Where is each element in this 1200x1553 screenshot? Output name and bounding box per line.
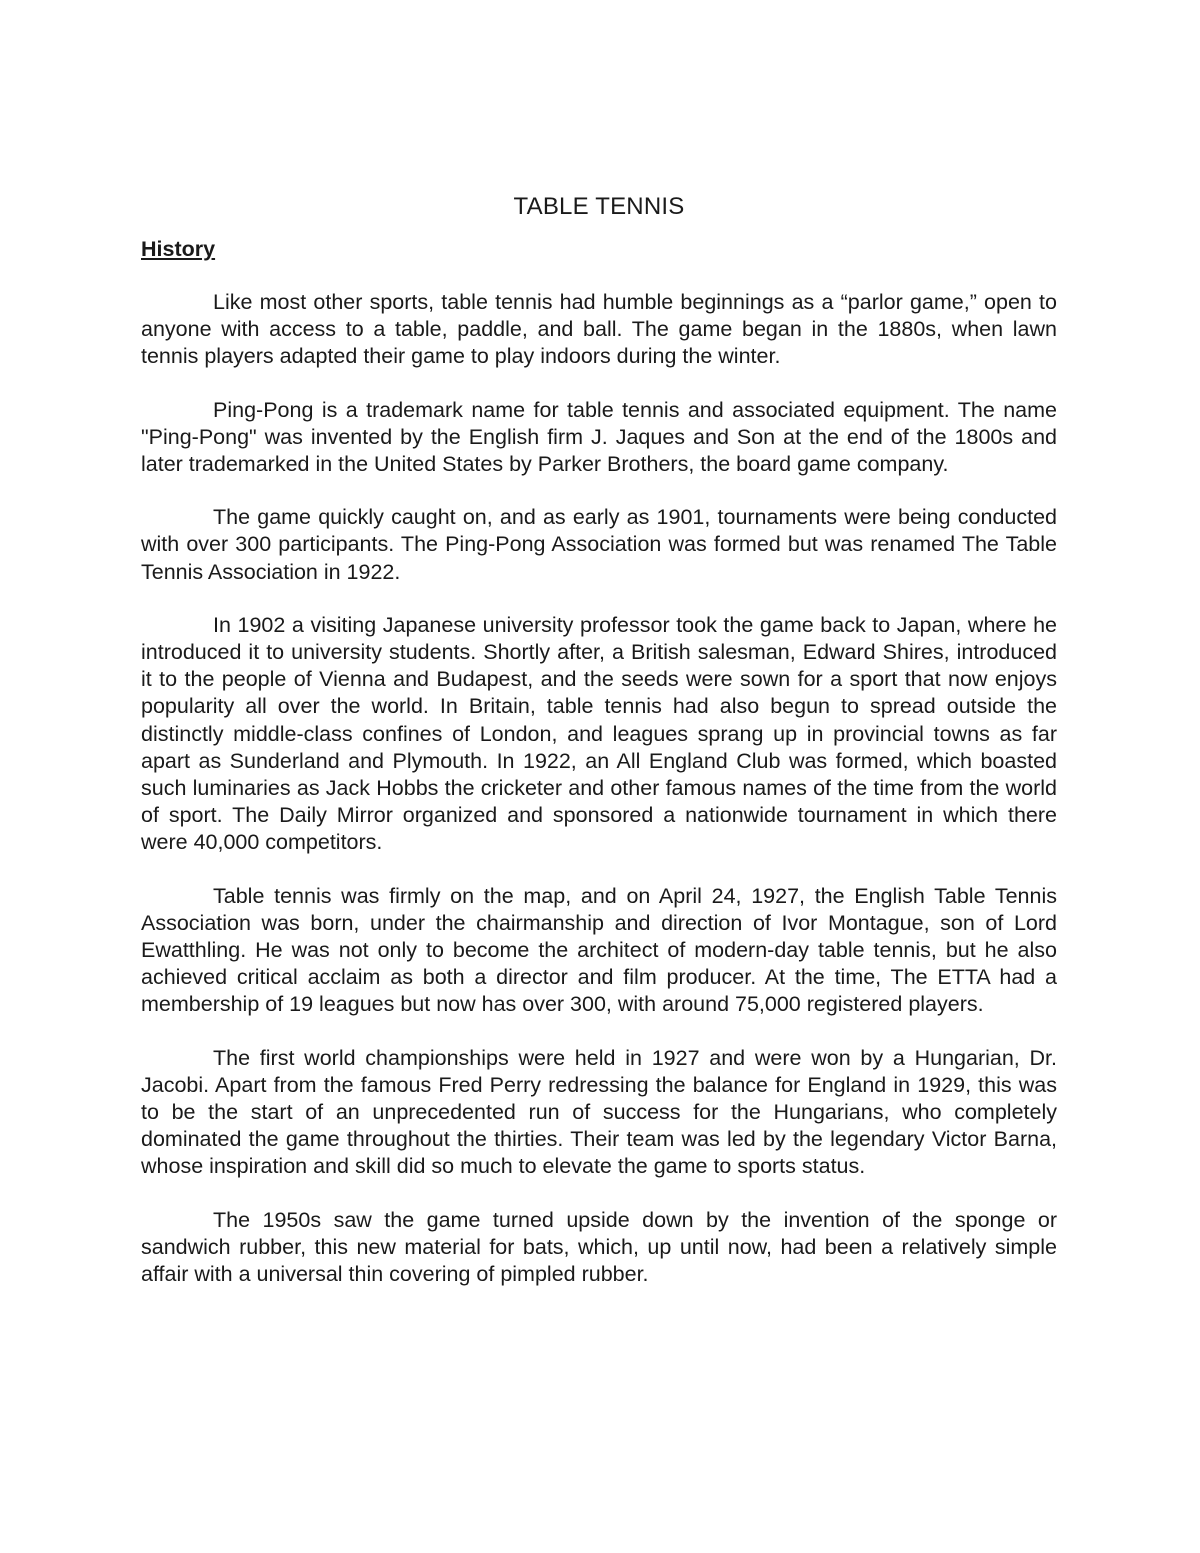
document-body bbox=[141, 188, 1057, 1314]
document-title: TABLE TENNIS bbox=[513, 193, 685, 220]
paragraph-6: The first world championships were held in 1927 and were won by a Hungarian, Dr. Jacobi. Apart from the famous Fred Perry redressing the balance for England in 1929, this was to be the start of an unprecedented run of success for the Hungarians, who completely dominated the game throughout the thirties. Their team was led by the legendary Victor Barna, whose inspiration and skill did so much to elevate the game to sports status. bbox=[141, 1045, 1057, 1179]
paragraph-1: Like most other sports, table tennis had humble beginnings as a “parlor game,” open to anyone with access to a table, paddle, and ball. The game began in the 1880s, when lawn tennis players adapted their game to play indoors during the winter. bbox=[141, 290, 1057, 369]
section-heading-history: History bbox=[141, 237, 216, 261]
paragraph-7: The 1950s saw the game turned upside down by the invention of the sponge or sandwich rubber, this new material for bats, which, up until now, had been a relatively simple affair with a universal thin covering of pimpled rubber. bbox=[141, 1207, 1057, 1287]
paragraph-5: Table tennis was firmly on the map, and on April 24, 1927, the English Table Tennis Association was born, under the chairmanship and direction of Ivor Montague, son of Lord Ewatthling. He was not only to become the architect of modern-day table tennis, but he also achieved critical acclaim as both a director and film producer. At the time, The ETTA had a membership of 19 leagues but now has over 300, with around 75,000 registered players. bbox=[141, 883, 1057, 1017]
paragraph-2: Ping-Pong is a trademark name for table tennis and associated equipment. The name "Ping-Pong" was invented by the English firm J. Jaques and Son at the end of the 1800s and later trademarked in the United States by Parker Brothers, the board game company. bbox=[141, 397, 1057, 477]
paragraph-4: In 1902 a visiting Japanese university professor took the game back to Japan, where he introduced it to university students. Shortly after, a British salesman, Edward Shires, introduced it to the people of Vienna and Budapest, and the seeds were sown for a sport that now enjoys popularity all over the world. In Britain, table tennis had also begun to spread outside the distinctly middle-class confines of London, and leagues sprang up in provincial towns as far apart as Sunderland and Plymouth. In 1922, an All England Club was formed, which boasted such luminaries as Jack Hobbs the cricketer and other famous names of the time from the world of sport. The Daily Mirror organized and sponsored a nationwide tournament in which there were 40,000 competitors. bbox=[141, 612, 1057, 855]
paragraph-3: The game quickly caught on, and as early as 1901, tournaments were being conducted with over 300 participants. The Ping-Pong Association was formed but was renamed The Table Tennis Association in 1922. bbox=[141, 505, 1057, 584]
